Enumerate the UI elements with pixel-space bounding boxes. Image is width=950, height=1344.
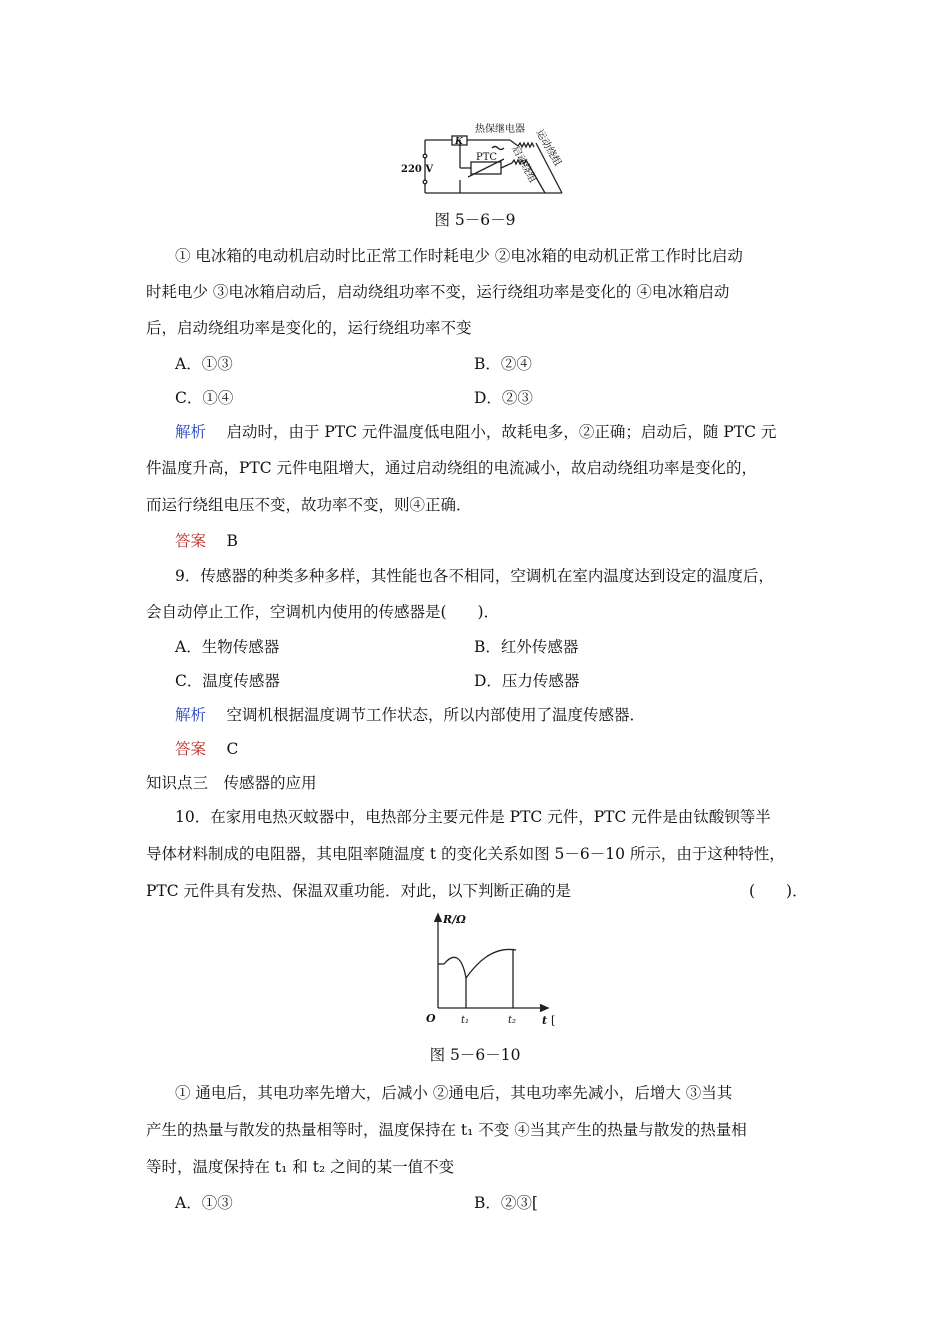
answer-value: C: [226, 740, 239, 758]
statement-line: ① 通电后，其电功率先增大，后减小 ②通电后，其电功率先减小，后增大 ③当其: [175, 1084, 733, 1102]
statement-line: ① 电冰箱的电动机启动时比正常工作时耗电少 ②电冰箱的电动机正常工作时比启动: [175, 247, 743, 265]
option-b: B．红外传感器: [474, 638, 579, 656]
option-b: B．②③[: [474, 1194, 538, 1212]
answer-value: B: [226, 532, 238, 550]
statement-line: 后，启动绕组功率是变化的，运行绕组功率不变: [146, 319, 472, 337]
statement-line: 等时，温度保持在 t₁ 和 t₂ 之间的某一值不变: [146, 1158, 455, 1176]
relay-label: 热保继电器: [475, 124, 525, 135]
analysis-label: 解析: [175, 423, 207, 441]
option-a: A．①③: [175, 355, 233, 373]
circuit-diagram: [400, 118, 570, 200]
question-text: 9．传感器的种类多种多样，其性能也各不相同，空调机在室内温度达到设定的温度后，: [175, 567, 774, 585]
question-text: PTC 元件具有发热、保温双重功能．对此，以下判断正确的是: [146, 882, 572, 900]
k-label: K: [455, 137, 463, 147]
section-title: 知识点三 传感器的应用: [146, 774, 317, 792]
option-c: C．温度传感器: [175, 672, 280, 690]
answer-bracket: ( )．: [749, 882, 808, 900]
option-d: D．压力传感器: [474, 672, 580, 690]
answer-label: 答案: [175, 740, 207, 758]
statement-line: 产生的热量与散发的热量相等时，温度保持在 t₁ 不变 ④当其产生的热量与散发的热量相: [146, 1121, 747, 1139]
resistance-graph: [418, 908, 568, 1030]
option-b: B．②④: [474, 355, 532, 373]
analysis-text: 空调机根据温度调节工作状态，所以内部使用了温度传感器．: [226, 706, 645, 724]
question-text: 导体材料制成的电阻器，其电阻率随温度 t 的变化关系如图 5－6－10 所示，由于这种特性，: [146, 845, 785, 863]
question-text: 10．在家用电热灭蚊器中，电热部分主要元件是 PTC 元件，PTC 元件是由钛酸钡等半: [175, 808, 771, 826]
option-d: D．②③: [474, 389, 533, 407]
start-winding-label: 启动绕组: [509, 144, 538, 185]
analysis-text: 而运行绕组电压不变，故功率不变，则④正确．: [146, 496, 472, 514]
option-a: A．生物传感器: [175, 638, 280, 656]
statement-line: 时耗电少 ③电冰箱启动后，启动绕组功率不变，运行绕组功率是变化的 ④电冰箱启动: [146, 283, 730, 301]
stray-mark: [: [551, 1014, 556, 1027]
voltage-label: 220 V: [401, 164, 434, 175]
origin-label: O: [426, 1012, 436, 1025]
option-c: C．①④: [175, 389, 234, 407]
ptc-label: PTC: [476, 152, 498, 163]
run-winding-label: 运动绕组: [533, 128, 563, 169]
question-text: 会自动停止工作，空调机内使用的传感器是( )．: [146, 603, 500, 621]
t1-label: t₁: [461, 1015, 470, 1026]
analysis-text: 启动时，由于 PTC 元件温度低电阻小，故耗电多，②正确；启动后，随 PTC 元: [226, 423, 777, 441]
t2-label: t₂: [508, 1015, 517, 1026]
option-a: A．①③: [175, 1194, 233, 1212]
figure-caption: 图 5－6－9: [434, 211, 516, 229]
y-axis-label: R/Ω: [443, 913, 466, 926]
x-axis-label: t: [542, 1014, 548, 1027]
analysis-text: 件温度升高，PTC 元件电阻增大，通过启动绕组的电流减小，故启动绕组功率是变化的，: [146, 459, 758, 477]
figure-caption: 图 5－6－10: [429, 1046, 521, 1064]
answer-label: 答案: [175, 532, 207, 550]
analysis-label: 解析: [175, 706, 207, 724]
